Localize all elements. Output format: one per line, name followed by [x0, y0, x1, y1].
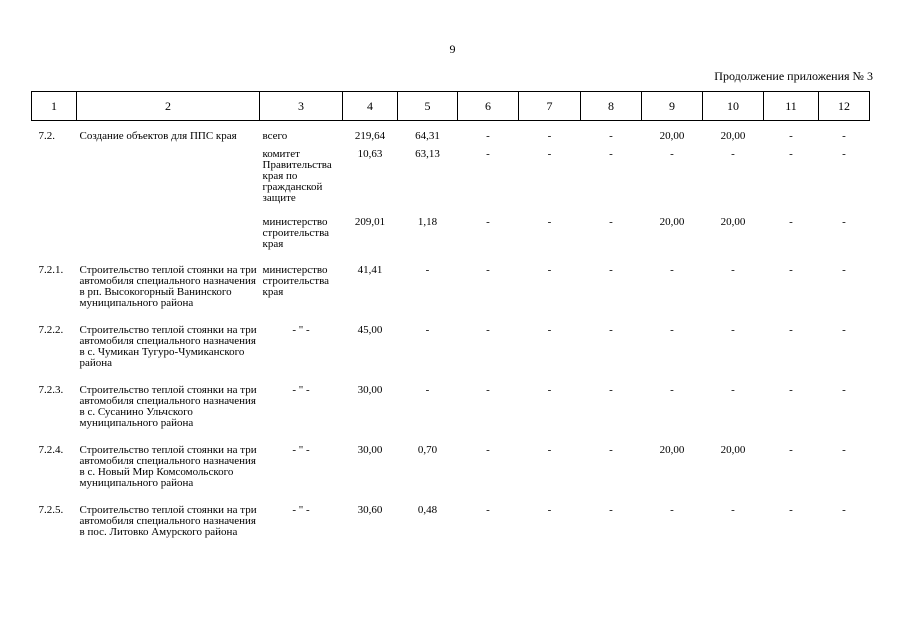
funding-value: - [670, 384, 674, 396]
table-row [32, 505, 870, 538]
funding-value: - [789, 216, 793, 228]
funding-value: - [486, 264, 490, 276]
funding-value: - [789, 444, 793, 456]
executor: комитет Правительства края по гражданской защите [262, 148, 332, 204]
funding-value: - [425, 324, 430, 336]
funding-value: - [547, 504, 552, 516]
funding-table [31, 91, 870, 538]
funding-value: 1,18 [417, 216, 438, 228]
spacer-cell [32, 369, 870, 385]
row-number [32, 149, 77, 204]
funding-value: - [547, 216, 552, 228]
column-header: 5 [398, 92, 458, 121]
funding-value: 20,00 [720, 444, 746, 456]
spacer-cell [32, 489, 870, 505]
funding-value: - [789, 148, 793, 160]
funding-value: - [547, 324, 552, 336]
funding-value: - [609, 264, 613, 276]
funding-value: 219,64 [354, 130, 386, 142]
funding-value: - [842, 216, 846, 228]
column-header: 2 [77, 92, 260, 121]
funding-value: - [731, 504, 735, 516]
funding-value: - [731, 324, 735, 336]
table-row [32, 445, 870, 489]
funding-value: - [670, 148, 674, 160]
funding-value: 30,00 [357, 384, 383, 396]
funding-value: - [731, 384, 735, 396]
funding-value: - [547, 148, 552, 160]
funding-value: 63,13 [415, 148, 440, 160]
funding-value: 0,70 [417, 444, 438, 456]
funding-value: - [486, 504, 490, 516]
funding-value: 20,00 [659, 444, 685, 456]
funding-value: - [609, 504, 613, 516]
row-number: 7.2.4. [38, 444, 64, 456]
executor: министерство строительства края [262, 264, 330, 298]
funding-value: - [842, 264, 846, 276]
table-row [32, 149, 870, 204]
spacer-cell [32, 429, 870, 445]
funding-value: - [789, 264, 793, 276]
spacer-cell [32, 250, 870, 265]
funding-value: - [670, 504, 674, 516]
row-number: 7.2.2. [38, 324, 64, 336]
activity-name: Строительство теплой стоянки на три автомобиля специального назначения в с. Новый Мир Комсомольского муниципального района [79, 444, 257, 489]
column-header: 1 [32, 92, 77, 121]
funding-value: - [842, 148, 846, 160]
activity-name: Строительство теплой стоянки на три автомобиля специального назначения в рп. Высокогорный Ванинского муниципального района [79, 264, 257, 309]
activity-name: Строительство теплой стоянки на три автомобиля специального назначения в с. Чумикан Тугуро-Чумиканского района [79, 324, 257, 369]
executor: всего [262, 130, 288, 142]
activity-name [77, 217, 260, 250]
funding-value: - [609, 130, 613, 142]
funding-value: 209,01 [354, 216, 386, 228]
funding-value: - [731, 148, 735, 160]
column-header: 3 [260, 92, 343, 121]
activity-name [77, 149, 260, 204]
column-header: 9 [642, 92, 703, 121]
funding-value: - [486, 444, 490, 456]
activity-name: Строительство теплой стоянки на три автомобиля специального назначения в пос. Литовко Амурского района [79, 504, 257, 538]
row-number: 7.2.3. [38, 384, 64, 396]
executor: - " - [292, 444, 310, 456]
funding-value: - [842, 504, 846, 516]
executor: - " - [292, 324, 310, 336]
funding-value: - [609, 324, 613, 336]
funding-value: 45,00 [357, 324, 383, 336]
funding-value: 20,00 [659, 216, 685, 228]
row-number: 7.2. [38, 130, 55, 142]
funding-value: - [547, 444, 552, 456]
funding-value: 64,31 [415, 130, 440, 142]
funding-value: - [609, 216, 613, 228]
table-row [32, 131, 870, 142]
column-header: 4 [343, 92, 398, 121]
funding-value: 41,41 [357, 264, 383, 276]
row-number: 7.2.1. [38, 264, 64, 276]
funding-value: - [425, 264, 430, 276]
activity-name: Строительство теплой стоянки на три автомобиля специального назначения в с. Сусанино Ульчского муниципального района [79, 384, 257, 429]
executor: министерство строительства края [262, 216, 330, 250]
funding-value: 20,00 [720, 130, 746, 142]
funding-value: - [486, 130, 490, 142]
column-header: 6 [458, 92, 519, 121]
column-header: 12 [819, 92, 870, 121]
row-spacer [32, 429, 870, 445]
activity-name: Создание объектов для ППС края [79, 130, 237, 142]
funding-value: - [789, 504, 793, 516]
column-header: 11 [764, 92, 819, 121]
header-row [32, 92, 870, 121]
page-number: 9 [449, 42, 456, 56]
funding-value: - [486, 324, 490, 336]
row-spacer [32, 369, 870, 385]
row-spacer [32, 250, 870, 265]
funding-value: 10,63 [357, 148, 383, 160]
funding-value: - [486, 384, 490, 396]
table-row [32, 385, 870, 429]
table-row [32, 217, 870, 250]
funding-value: - [547, 264, 552, 276]
row-number: 7.2.5. [38, 504, 64, 516]
row-number [32, 217, 77, 250]
funding-value: - [842, 444, 846, 456]
funding-value: 30,60 [357, 504, 383, 516]
row-spacer [32, 489, 870, 505]
column-header: 10 [703, 92, 764, 121]
funding-value: - [609, 444, 613, 456]
column-header: 8 [581, 92, 642, 121]
funding-value: - [731, 264, 735, 276]
funding-value: - [789, 130, 793, 142]
funding-value: 30,00 [357, 444, 383, 456]
funding-value: - [547, 384, 552, 396]
row-spacer [32, 309, 870, 325]
spacer-cell [32, 309, 870, 325]
column-header: 7 [519, 92, 581, 121]
funding-value: - [842, 324, 846, 336]
executor: - " - [292, 504, 310, 516]
funding-value: - [609, 384, 613, 396]
funding-value: - [486, 148, 490, 160]
funding-value: - [425, 384, 430, 396]
funding-value: 0,48 [417, 504, 438, 516]
funding-value: 20,00 [659, 130, 685, 142]
funding-value: - [789, 384, 793, 396]
funding-value: - [842, 384, 846, 396]
funding-value: - [609, 148, 613, 160]
funding-value: - [842, 130, 846, 142]
spacer-cell [32, 142, 870, 149]
table-row [32, 265, 870, 309]
funding-value: 20,00 [720, 216, 746, 228]
appendix-continuation-note: Продолжение приложения № 3 [714, 69, 873, 83]
table-row [32, 325, 870, 369]
funding-value: - [486, 216, 490, 228]
funding-value: - [670, 324, 674, 336]
funding-value: - [547, 130, 552, 142]
funding-value: - [670, 264, 674, 276]
executor: - " - [292, 384, 310, 396]
funding-value: - [789, 324, 793, 336]
row-spacer [32, 142, 870, 149]
